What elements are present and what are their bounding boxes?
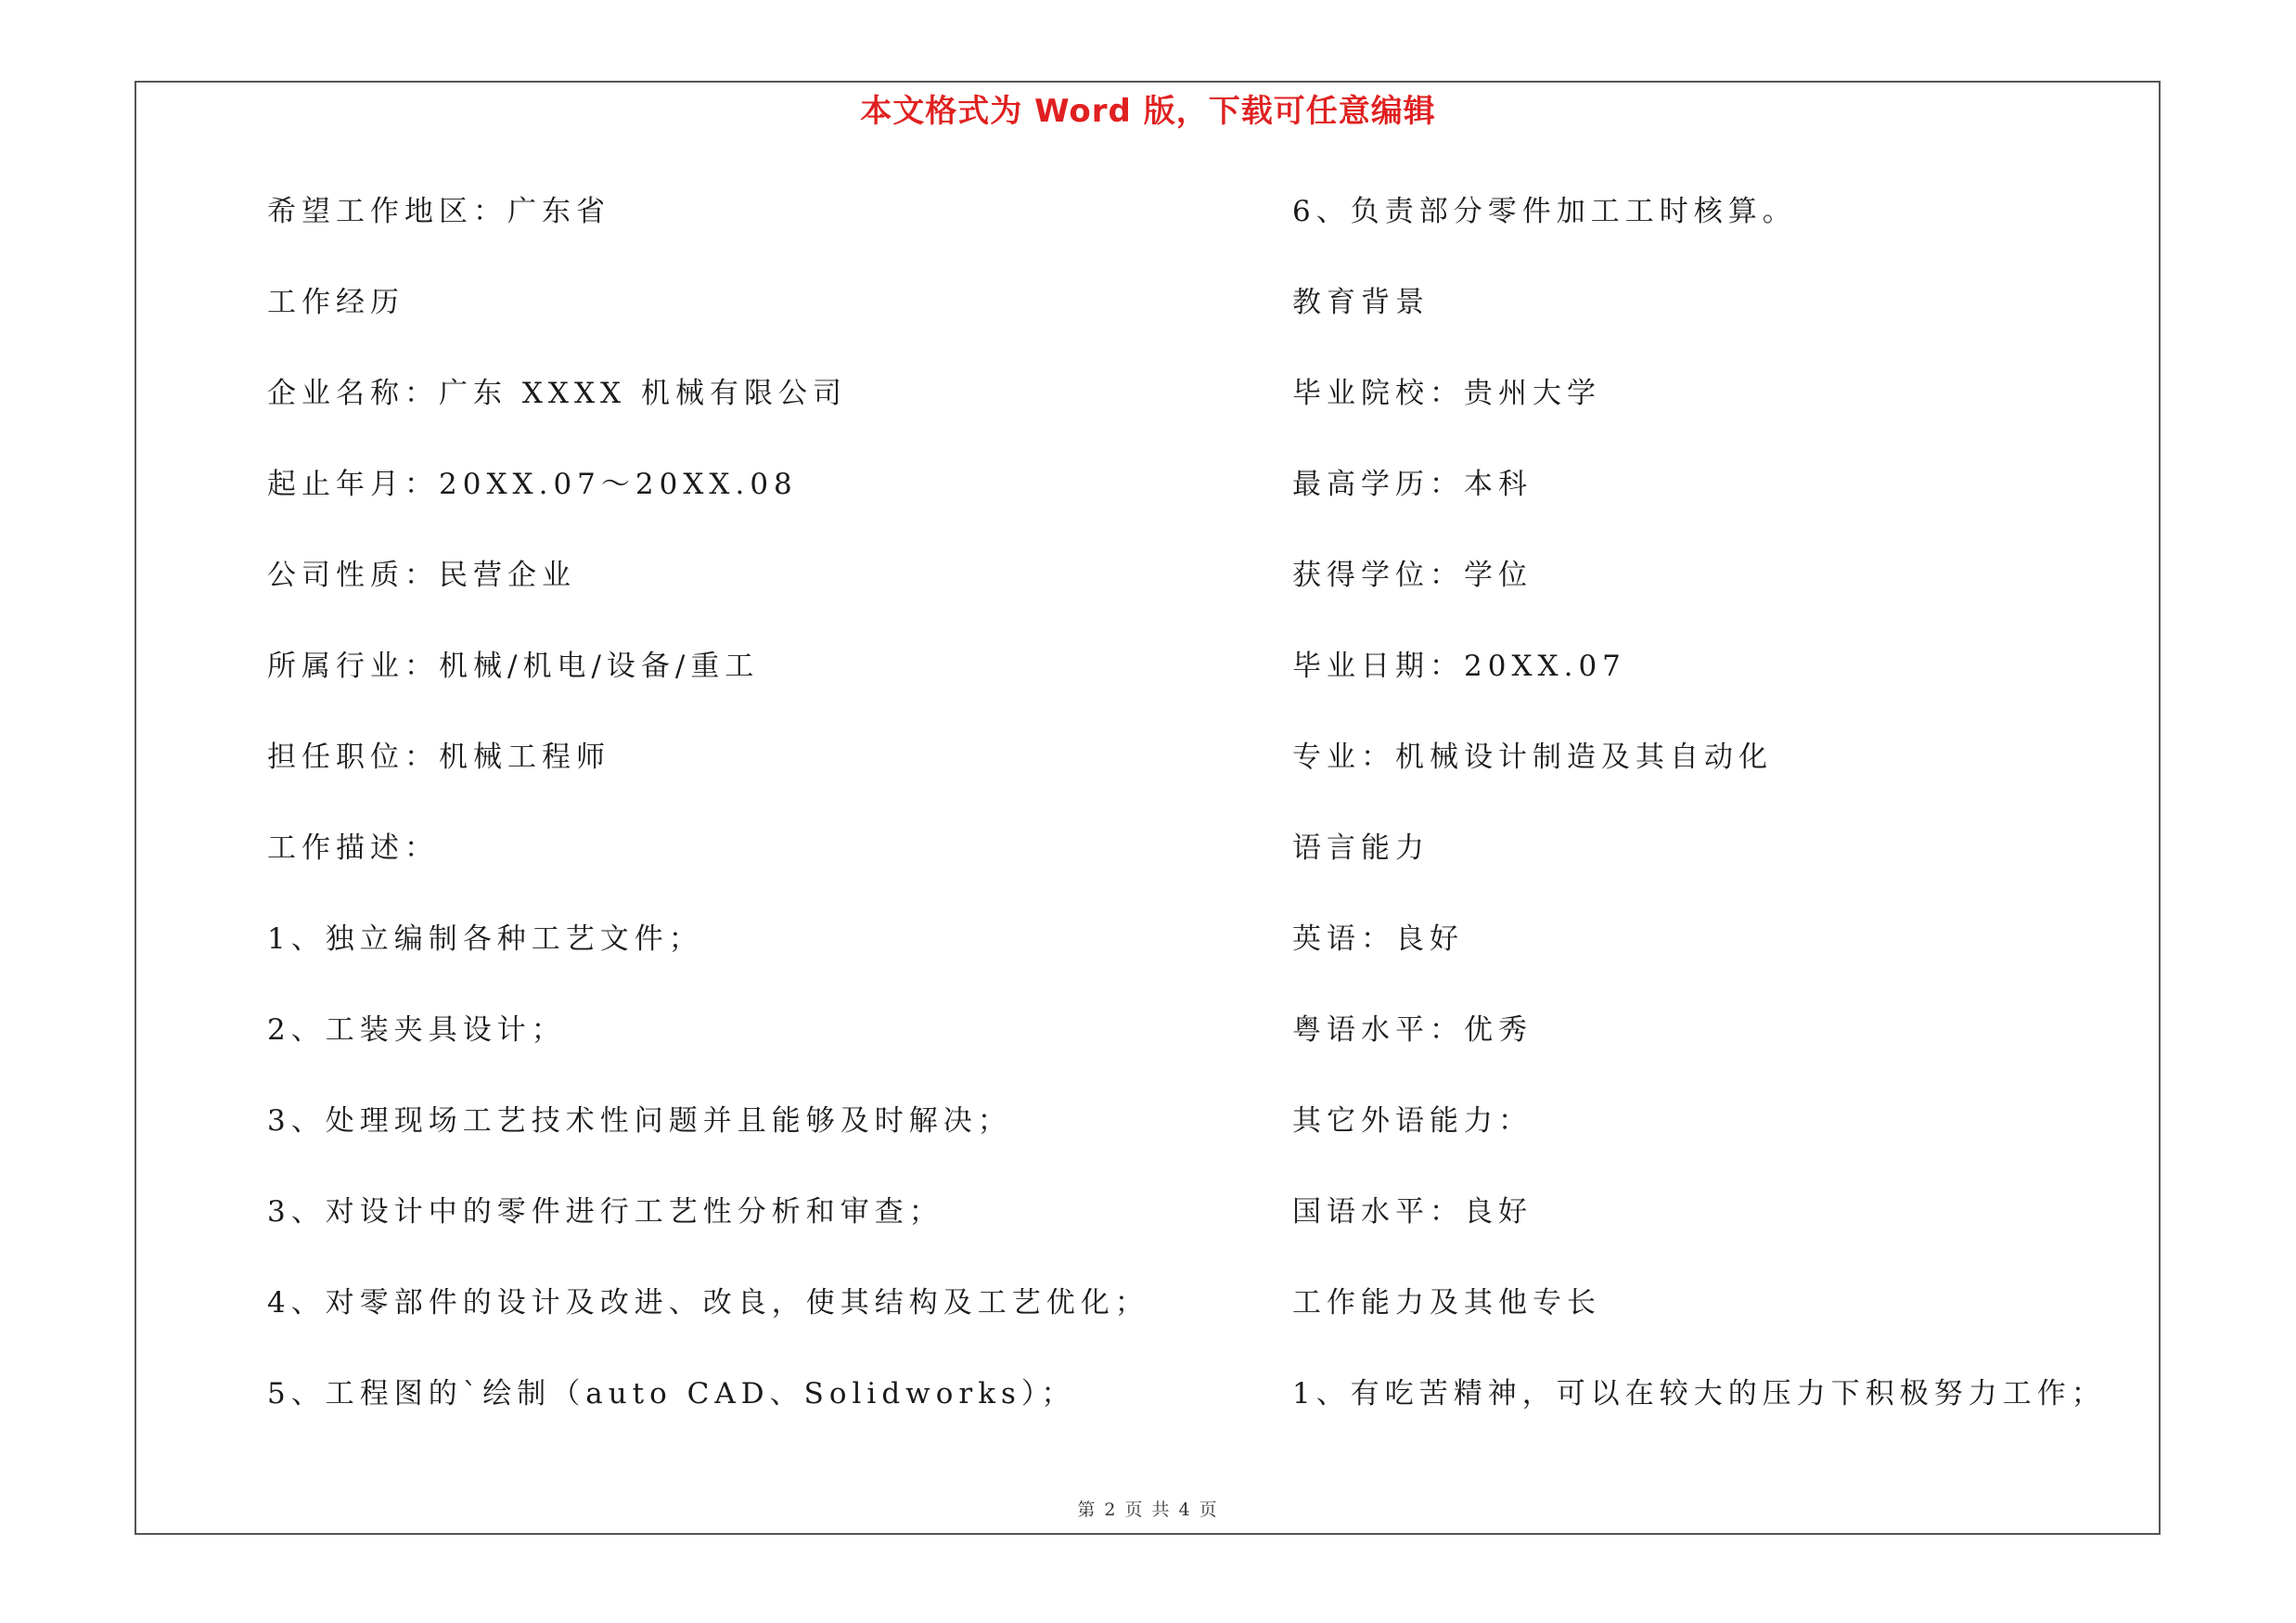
work-experience-heading: 工作经历 [267,286,404,319]
duty-item: 6、负责部分零件加工工时核算。 [1292,195,1797,228]
degree-level-line: 最高学历：本科 [1292,468,1533,501]
duty-item: 3、对设计中的零件进行工艺性分析和审查； [267,1195,943,1229]
duty-item: 2、工装夹具设计； [267,1013,566,1047]
language-heading: 语言能力 [1292,831,1430,865]
position-line: 担任职位：机械工程师 [267,741,610,774]
work-region-line: 希望工作地区：广东省 [267,195,610,228]
education-heading: 教育背景 [1292,286,1430,319]
degree-line: 获得学位：学位 [1292,559,1533,592]
skills-heading: 工作能力及其他专长 [1292,1286,1601,1320]
company-name-line: 企业名称：广东 XXXX 机械有限公司 [267,377,847,410]
period-line: 起止年月：20XX.07～20XX.08 [267,468,798,501]
right-column [1292,186,2127,1459]
job-description-heading: 工作描述： [267,831,439,865]
duty-item: 5、工程图的`绘制（auto CAD、Solidworks）； [267,1377,1076,1410]
left-column [267,186,1241,1459]
other-language-line: 其它外语能力： [1292,1104,1533,1138]
graduation-date-line: 毕业日期：20XX.07 [1292,650,1626,683]
duty-item: 1、独立编制各种工艺文件； [267,922,703,956]
school-line: 毕业院校：贵州大学 [1292,377,1601,410]
cantonese-line: 粤语水平：优秀 [1292,1013,1533,1047]
page-number: 第 2 页 共 4 页 [1077,1500,1219,1520]
industry-line: 所属行业：机械/机电/设备/重工 [267,650,760,683]
word-format-banner: 本文格式为 Word 版，下载可任意编辑 [860,93,1436,130]
mandarin-line: 国语水平：良好 [1292,1195,1533,1229]
company-type-line: 公司性质：民营企业 [267,559,576,592]
major-line: 专业：机械设计制造及其自动化 [1292,741,1773,774]
english-line: 英语：良好 [1292,922,1464,956]
duty-item: 4、对零部件的设计及改进、改良，使其结构及工艺优化； [267,1286,1149,1320]
skill-item: 1、有吃苦精神，可以在较大的压力下积极努力工作； [1292,1377,2106,1410]
duty-item: 3、处理现场工艺技术性问题并且能够及时解决； [267,1104,1012,1138]
